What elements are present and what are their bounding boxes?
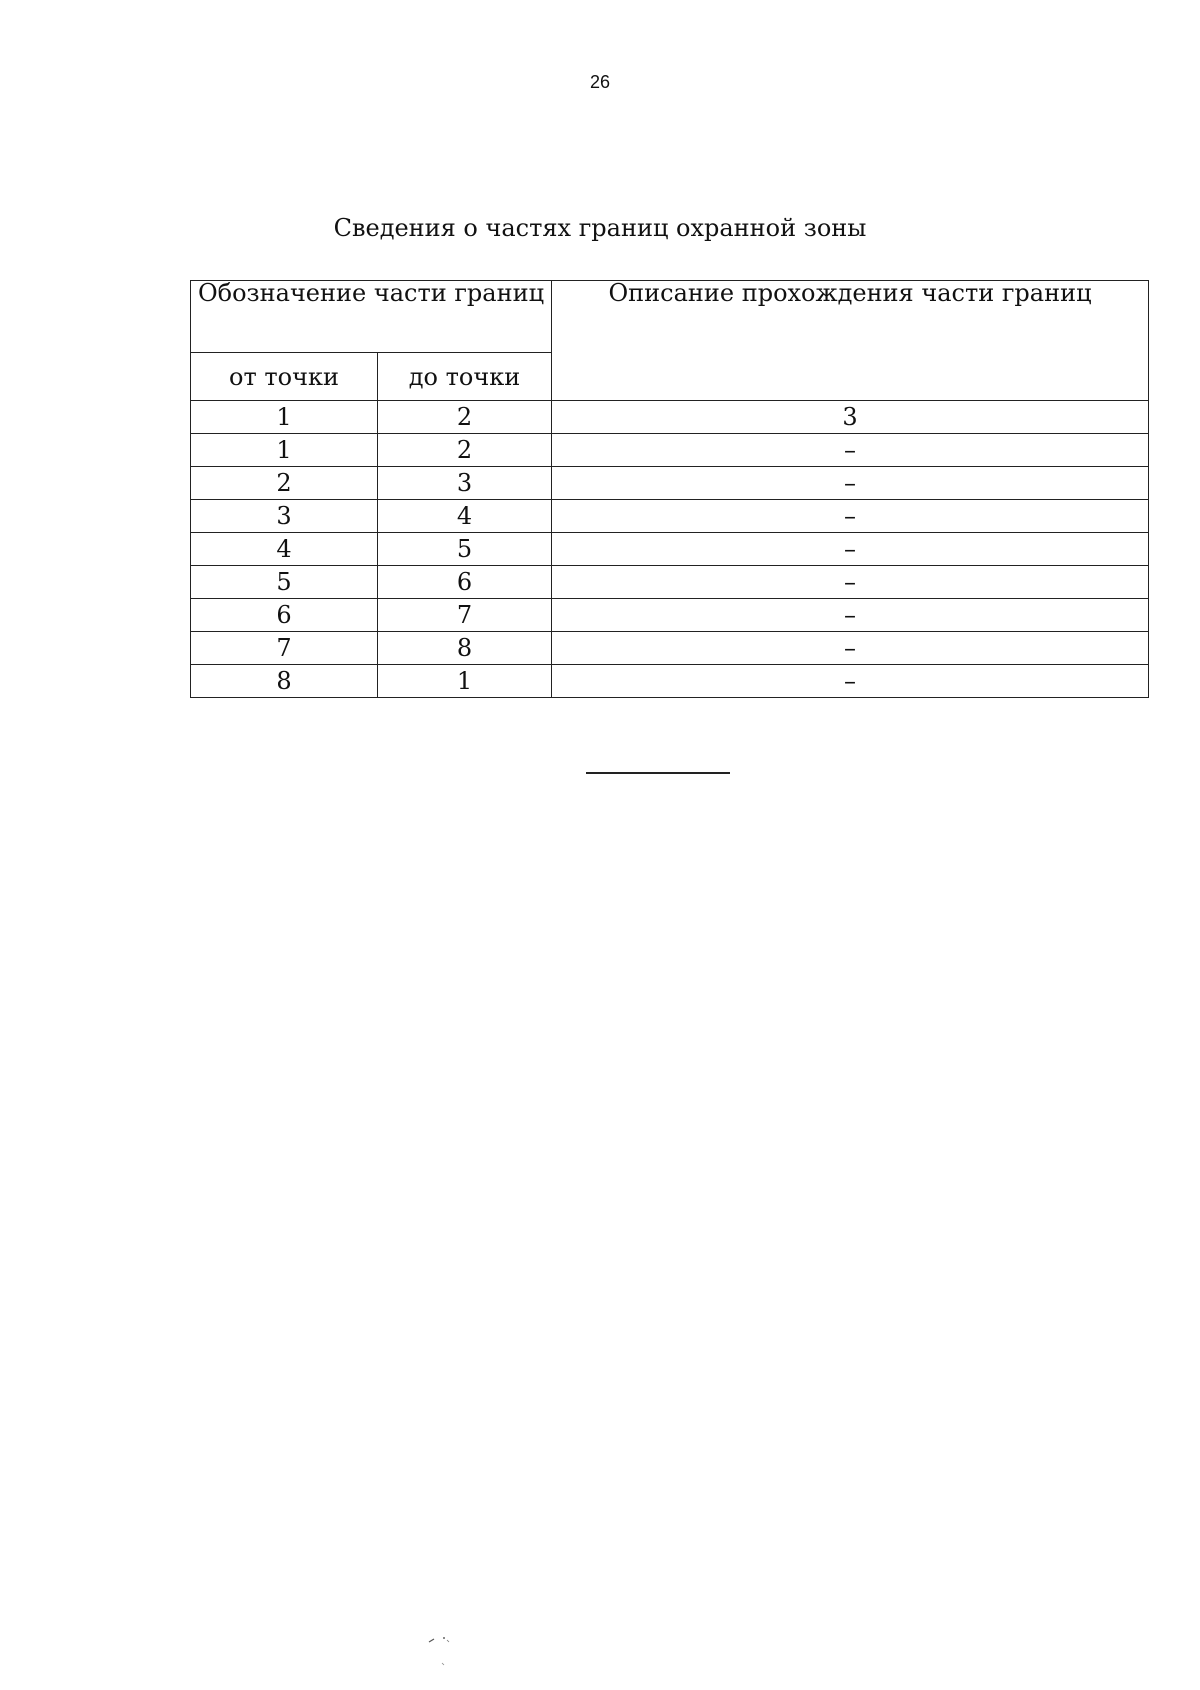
cell-to-point: 3	[378, 467, 552, 500]
cell-description: –	[552, 500, 1149, 533]
page-number: 26	[589, 72, 611, 92]
cell-to-point: 4	[378, 500, 552, 533]
cell-to-point: 7	[378, 599, 552, 632]
cell-to-point: 5	[378, 533, 552, 566]
table-row	[191, 533, 1149, 566]
header-boundary-designation: Обозначение части границ	[191, 281, 552, 353]
header-boundary-description: Описание прохождения части границ	[552, 281, 1149, 401]
cell-to-point: 2	[378, 434, 552, 467]
header-to-point: до точки	[378, 353, 552, 401]
table-header-row	[191, 281, 1149, 353]
cell-from-point: 2	[191, 467, 378, 500]
end-divider-line	[586, 772, 730, 774]
table-row	[191, 467, 1149, 500]
column-number: 3	[552, 401, 1149, 434]
header-from-point: от точки	[191, 353, 378, 401]
table-row	[191, 599, 1149, 632]
cell-description: –	[552, 665, 1149, 698]
boundaries-table-container	[190, 280, 1148, 698]
cell-to-point: 8	[378, 632, 552, 665]
table-row	[191, 434, 1149, 467]
table-row	[191, 665, 1149, 698]
table-row	[191, 566, 1149, 599]
cell-from-point: 6	[191, 599, 378, 632]
table-row	[191, 500, 1149, 533]
cell-description: –	[552, 467, 1149, 500]
cell-description: –	[552, 632, 1149, 665]
cell-description: –	[552, 434, 1149, 467]
cell-from-point: 8	[191, 665, 378, 698]
cell-from-point: 4	[191, 533, 378, 566]
page-title: Сведения о частях границ охранной зоны	[333, 214, 867, 242]
cell-description: –	[552, 533, 1149, 566]
cell-from-point: 5	[191, 566, 378, 599]
cell-from-point: 3	[191, 500, 378, 533]
column-number: 1	[191, 401, 378, 434]
cell-from-point: 7	[191, 632, 378, 665]
table-row	[191, 632, 1149, 665]
cell-to-point: 1	[378, 665, 552, 698]
column-number-row	[191, 401, 1149, 434]
cell-description: –	[552, 566, 1149, 599]
cell-description: –	[552, 599, 1149, 632]
boundaries-table	[190, 280, 1149, 698]
column-number: 2	[378, 401, 552, 434]
cell-from-point: 1	[191, 434, 378, 467]
scan-artifact	[420, 1632, 470, 1672]
cell-to-point: 6	[378, 566, 552, 599]
